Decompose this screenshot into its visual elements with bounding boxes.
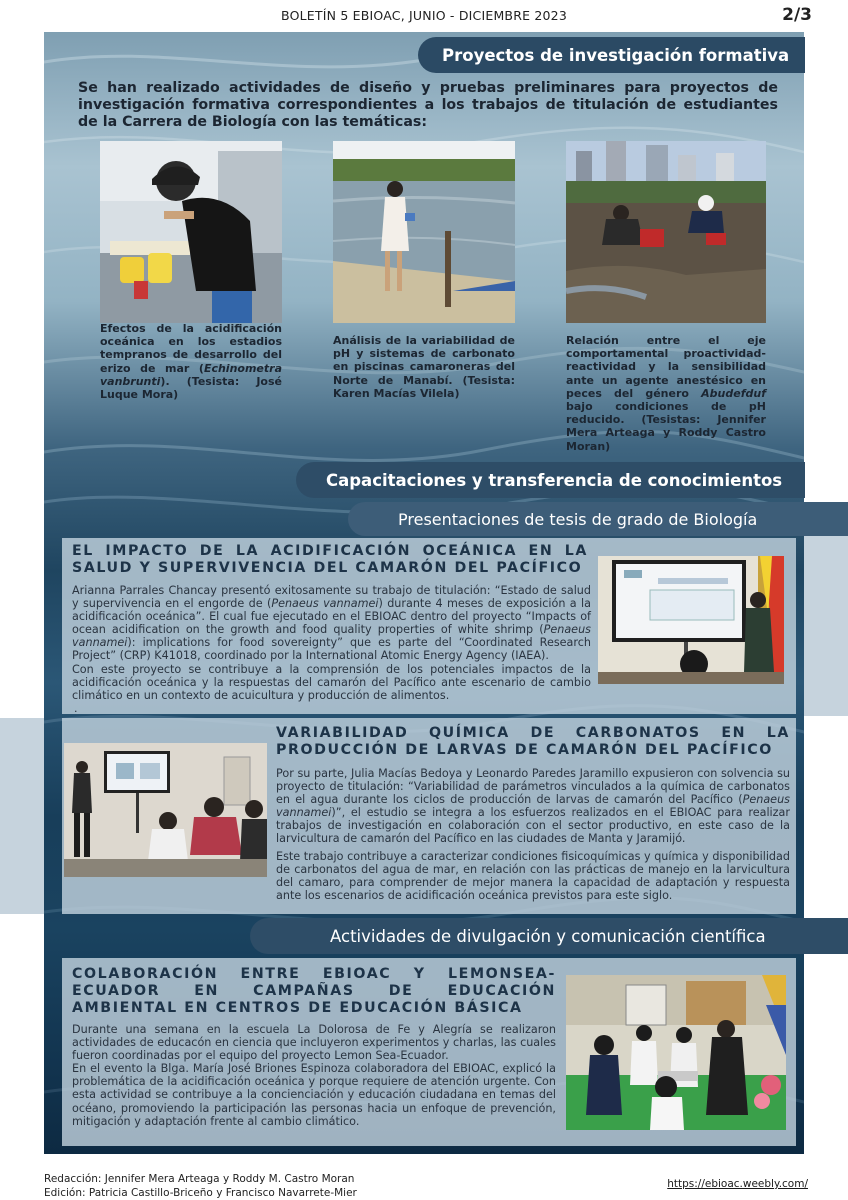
page-header bbox=[0, 0, 848, 32]
bulletin-title: BOLETÍN 5 EBIOAC, JUNIO - DICIEMBRE 2023 bbox=[281, 8, 567, 23]
intro-paragraph: Se han realizado actividades de diseño y pruebas preliminares para proyectos de investigación formativa correspondientes a los trabajos de titulación de estudiantes de la Carrera de Biología con las temáticas: bbox=[78, 80, 778, 130]
caption-erizo bbox=[100, 322, 282, 401]
article3-paragraph-1: Durante una semana en la escuela La Dolorosa de Fe y Alegría se realizaron actividades de educacón en ciencia que incluyeron experimentos y charlas, las cuales fueron coordinadas por el equipo del proyecto Lemon Sea-Ecuador. bbox=[72, 1023, 556, 1063]
page-number: 2/3 bbox=[782, 5, 812, 25]
photo-lab-student bbox=[100, 141, 282, 323]
article-title-acidificacion: EL IMPACTO DE LA ACIDIFICACIÓN OCEÁNICA EN LA SALUD Y SUPERVIVENCIA DEL CAMARÓN DEL PACÍFICO bbox=[72, 543, 588, 576]
section-banner-proyectos: Proyectos de investigación formativa bbox=[418, 37, 805, 73]
article-body-carbonatos bbox=[276, 767, 790, 846]
caption-erizo-species: Echinometra vanbrunti bbox=[100, 361, 282, 388]
article-title-carbonatos: VARIABILIDAD QUÍMICA DE CARBONATOS EN LA PRODUCCIÓN DE LARVAS DE CAMARÓN DEL PACÍFICO bbox=[276, 725, 790, 758]
article-body-acidificacion bbox=[72, 584, 591, 702]
article-body-lemonsea bbox=[72, 1023, 556, 1128]
article-body-carbonatos-2 bbox=[276, 850, 790, 902]
left-decor-band bbox=[0, 718, 44, 914]
photo-beach-fieldwork bbox=[566, 141, 766, 323]
article1-paragraph-2: Con este proyecto se contribuye a la comprensión de los potenciales impactos de la acidificación oceánica y la respuestas del camarón del Pacífico ante escenario de cambio climático en un contexto de acuicultura y producción de alimentos. bbox=[72, 662, 591, 702]
caption-piscinas-text: Análisis de la variabilidad de pH y sistemas de carbonato en piscinas camaroneras del Norte de Manabí. (Tesista: Karen Macías Vilela) bbox=[333, 334, 515, 400]
photo-school-activity bbox=[566, 975, 786, 1130]
photo-presentation-arianna bbox=[598, 556, 784, 684]
caption-abudefduf-genus: Abudefduf bbox=[701, 386, 766, 400]
footer-redaccion: Redacción: Jennifer Mera Arteaga y Roddy M. Castro Moran bbox=[44, 1173, 355, 1185]
article1-paragraph-1: Arianna Parrales Chancay presentó exitosamente su trabajo de titulación: “Estado de salud y supervivencia en el engorde de (Penaeus vannamei) durante 4 meses de exposición a la acidificación oceánica”. El cual fue ejecutado en el EBIOAC dentro del proyecto “Impacts of ocean acidification on the growth and food quality properties of white shrimp (Penaeus vannamei): implications for food sovereignty” que es parte del “Coordinated Research Project” (CRP) K41018, coordinado por la International Atomic Energy Agency (IAEA). bbox=[72, 584, 591, 663]
section-banner-divulgacion: Actividades de divulgación y comunicación científica bbox=[250, 918, 848, 954]
article3-paragraph-2: En el evento la Blga. María José Briones Espinoza colaboradora del EBIOAC, explicó la problemática de la acidificación oceánica y porque requiere de atención urgente. Con esta actividad se contribuye a la concienciación y educación ciudadana en temas del océano, promoviendo la participación las personas hacia un enfoque de prevención, mitigación y adaptación frente al cambio climático. bbox=[72, 1062, 556, 1128]
caption-erizo-author: ). (Tesista: José Luque Mora) bbox=[100, 374, 282, 402]
footer-edicion: Edición: Patricia Castillo-Briceño y Francisco Navarrete-Mier bbox=[44, 1187, 357, 1199]
article2-paragraph-1: Por su parte, Julia Macías Bedoya y Leonardo Paredes Jaramillo expusieron con solvencia su proyecto de titulación: “Variabilidad de parámetros vinculados a la química de carbonatos en el agua durante los ciclos de producción de larvas de camarón del Pacífico (Penaeus vannamei)”, el estudio se integra a los esfuerzos realizados en el EBIOAC para realizar trabajos de investigación en colaboración con el sector productivo, en este caso de la larvicultura de camarón del Pacífico en las ciudades de Manta y Jaramijó. bbox=[276, 767, 790, 846]
subbanner-presentaciones: Presentaciones de tesis de grado de Biología bbox=[348, 502, 848, 536]
right-decor-band bbox=[804, 518, 848, 716]
caption-erizo-text: Efectos de la acidificación oceánica en los estadios tempranos de desarrollo del erizo de mar ( bbox=[100, 322, 282, 375]
caption-abudefduf-authors: bajo condiciones de pH reducido. (Tesistas: Jennifer Mera Arteaga y Roddy Castro Moran) bbox=[566, 400, 766, 453]
footer-website-link[interactable]: https://ebioac.weebly.com/ bbox=[667, 1178, 808, 1190]
footer-credits bbox=[44, 1172, 357, 1200]
stray-dot: . bbox=[74, 702, 78, 715]
article2-paragraph-2: Este trabajo contribuye a caracterizar condiciones fisicoquímicas y química y disponibilidad de carbonatos del agua de mar, en relación con las prácticas de manejo en la larvicultura del camaro, para comprender de mejor manera la capacidad de adaptación y respuesta ante los escenarios de acidificación oceánica previstos para este siglo. bbox=[276, 850, 790, 903]
caption-abudefduf-text: Relación entre el eje comportamental proactividad-reactividad y la sensibilidad ante un agente anestésico en peces del género bbox=[566, 334, 766, 400]
photo-shrimp-pond bbox=[333, 141, 515, 323]
article-title-lemonsea: COLABORACIÓN ENTRE EBIOAC Y LEMONSEA-ECUADOR EN CAMPAÑAS DE EDUCACIÓN AMBIENTAL EN CENTROS DE EDUCACIÓN BÁSICA bbox=[72, 966, 556, 1016]
caption-abudefduf bbox=[566, 334, 766, 453]
photo-presentation-julia-leonardo bbox=[64, 743, 267, 877]
caption-piscinas bbox=[333, 334, 515, 400]
section-banner-capacitaciones: Capacitaciones y transferencia de conocimientos bbox=[296, 462, 805, 498]
